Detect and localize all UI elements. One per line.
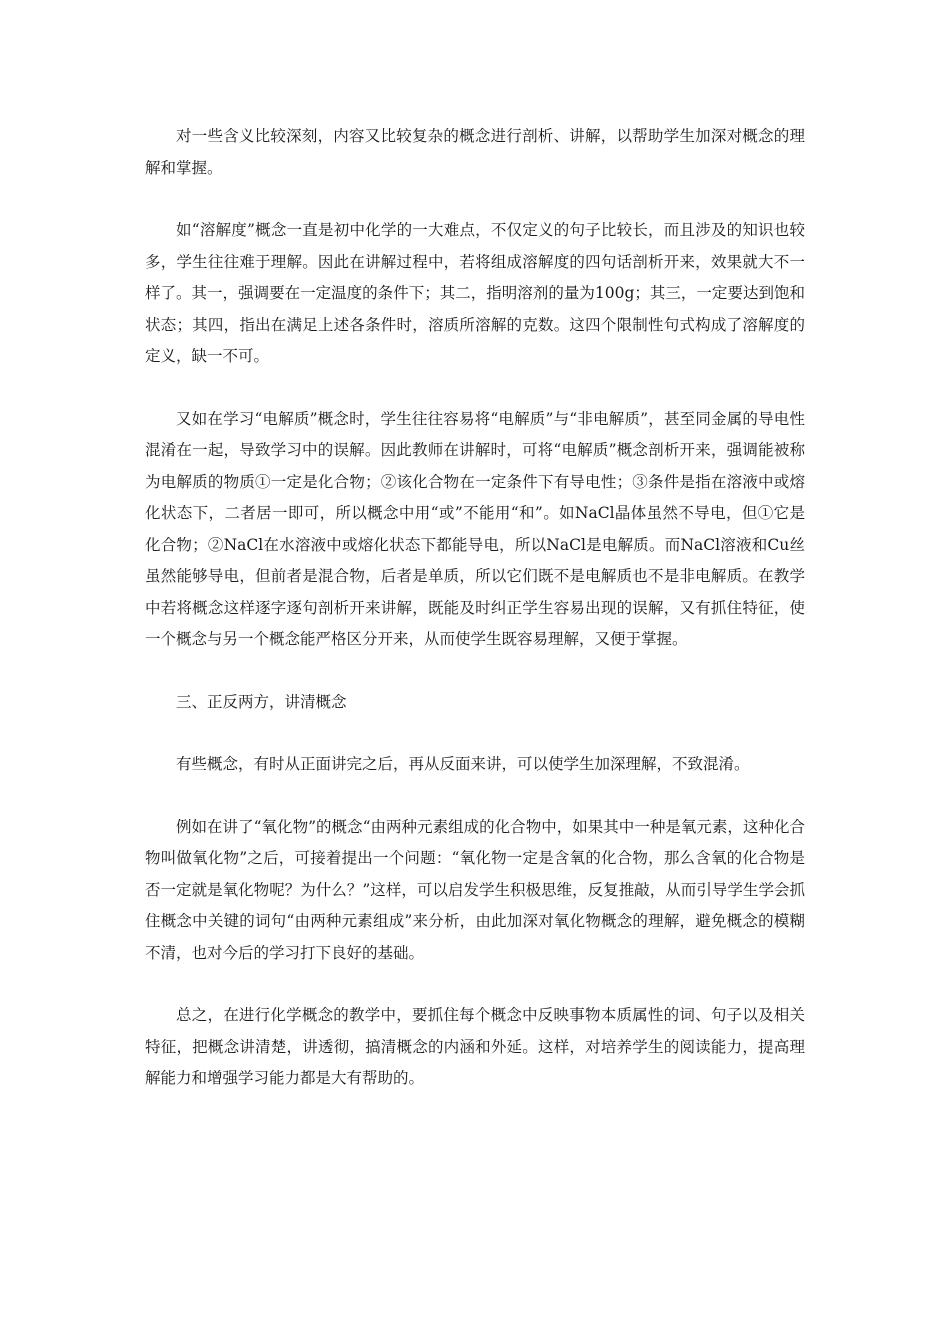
paragraph-oxide-example: 例如在讲了“氧化物”的概念“由两种元素组成的化合物中，如果其中一种是氧元素，这种化合物叫做氧化物”之后，可接着提出一个问题：“氧化物一定是含氧的化合物，那么含氧的化合物是否一定就是氧化物呢？为什么？”这样，可以启发学生积极思维，反复推敲，从而引导学生学会抓住概念中关键的词句“由两种元素组成”来分析，由此加深对氧化物概念的理解，避免概念的模糊不清，也对今后的学习打下良好的基础。	[145, 817, 805, 962]
paragraph-solubility-example: 如“溶解度”概念一直是初中化学的一大难点，不仅定义的句子比较长，而且涉及的知识也较多，学生往往难于理解。因此在讲解过程中，若将组成溶解度的四句话剖析开来，效果就大不一样了。其一，强调要在一定温度的条件下；其二，指明溶剂的量为100g；其三，一定要达到饱和状态；其四，指出在满足上述各条件时，溶质所溶解的克数。这四个限制性句式构成了溶解度的定义，缺一不可。	[145, 221, 805, 365]
paragraph-concept-analysis: 对一些含义比较深刻，内容又比较复杂的概念进行剖析、讲解，以帮助学生加深对概念的理解和掌握。	[145, 127, 805, 177]
paragraph-positive-negative: 有些概念，有时从正面讲完之后，再从反面来讲，可以使学生加深理解，不致混淆。	[176, 755, 750, 773]
paragraph-conclusion: 总之，在进行化学概念的教学中，要抓住每个概念中反映事物本质属性的词、句子以及相关特征，把概念讲清楚，讲透彻，搞清概念的内涵和外延。这样，对培养学生的阅读能力，提高理解能力和增强学习能力都是大有帮助的。	[145, 1006, 805, 1087]
document-body	[145, 121, 805, 1126]
section-heading: 三、正反两方，讲清概念	[176, 692, 347, 711]
paragraph-electrolyte-example: 又如在学习“电解质”概念时，学生往往容易将“电解质”与“非电解质”，甚至同金属的导电性混淆在一起，导致学习中的误解。因此教师在讲解时，可将“电解质”概念剖析开来，强调能被称为电解质的物质①一定是化合物；②该化合物在一定条件下有导电性；③条件是指在溶液中或熔化状态下，二者居一即可，所以概念中用“或”不能用“和”。如NaCl晶体虽然不导电，但①它是化合物；②NaCl在水溶液中或熔化状态下都能导电，所以NaCl是电解质。而NaCl溶液和Cu丝虽然能够导电，但前者是混合物，后者是单质，所以它们既不是电解质也不是非电解质。在教学中若将概念这样逐字逐句剖析开来讲解，既能及时纠正学生容易出现的误解，又有抓住特征，使一个概念与另一个概念能严格区分开来，从而使学生既容易理解，又便于掌握。	[145, 409, 805, 648]
